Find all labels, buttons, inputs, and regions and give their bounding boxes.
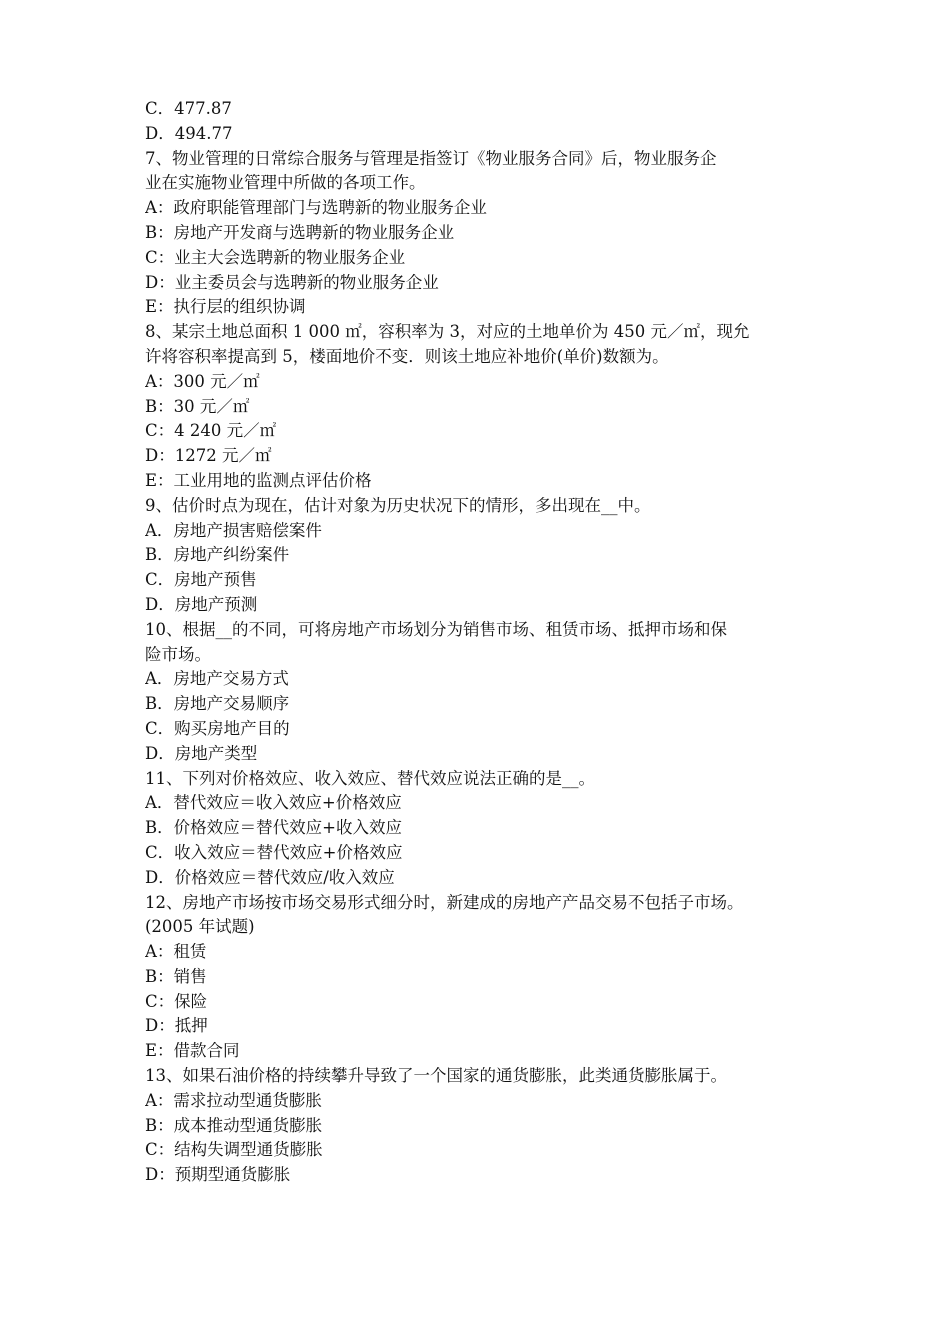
q10-option-a: A．房地产交易方式 [145, 669, 289, 689]
question-10-line-2: 险市场。 [145, 644, 211, 664]
q9-option-d: D．房地产预测 [145, 594, 258, 614]
q9-option-a: A．房地产损害赔偿案件 [145, 520, 322, 540]
q12-option-d: D：抵押 [145, 1016, 208, 1036]
q7-option-b: B：房地产开发商与选聘新的物业服务企业 [145, 222, 455, 242]
q8-option-e: E：工业用地的监测点评估价格 [145, 470, 372, 490]
document-page [145, 97, 815, 1188]
q8-option-c: C：4 240 元／㎡ [145, 421, 277, 441]
question-12-line-1: 12、房地产市场按市场交易形式细分时，新建成的房地产产品交易不包括子市场。 [145, 892, 744, 912]
q13-option-b: B：成本推动型通货膨胀 [145, 1115, 323, 1135]
q7-option-a: A：政府职能管理部门与选聘新的物业服务企业 [145, 198, 487, 218]
question-12-line-2: (2005 年试题) [145, 917, 255, 937]
question-8-line-1: 8、某宗土地总面积 1 000 ㎡，容积率为 3，对应的土地单价为 450 元／㎡，现允 [145, 322, 750, 342]
question-9: 9、估价时点为现在，估计对象为历史状况下的情形，多出现在__中。 [145, 495, 651, 515]
q8-option-d: D：1272 元／㎡ [145, 446, 272, 466]
q9-option-c: C．房地产预售 [145, 570, 257, 590]
q11-option-d: D．价格效应＝替代效应/收入效应 [145, 867, 395, 887]
question-11: 11、下列对价格效应、收入效应、替代效应说法正确的是__。 [145, 768, 595, 788]
q13-option-d: D：预期型通货膨胀 [145, 1165, 291, 1185]
question-13: 13、如果石油价格的持续攀升导致了一个国家的通货膨胀，此类通货膨胀属于。 [145, 1066, 727, 1086]
q10-option-c: C．购买房地产目的 [145, 718, 290, 738]
question-7-line-1: 7、物业管理的日常综合服务与管理是指签订《物业服务合同》后，物业服务企 [145, 148, 717, 168]
q7-option-c: C：业主大会选聘新的物业服务企业 [145, 247, 406, 267]
q7-option-d: D：业主委员会与选聘新的物业服务企业 [145, 272, 439, 292]
q10-option-b: B．房地产交易顺序 [145, 694, 290, 714]
q13-option-c: C：结构失调型通货膨胀 [145, 1140, 323, 1160]
q12-option-c: C：保险 [145, 991, 208, 1011]
q11-option-c: C．收入效应＝替代效应+价格效应 [145, 842, 403, 862]
question-7-line-2: 业在实施物业管理中所做的各项工作。 [145, 173, 426, 193]
q10-option-d: D．房地产类型 [145, 743, 258, 763]
option-d: D．494.77 [145, 123, 233, 143]
question-8-line-2: 许将容积率提高到 5，楼面地价不变．则该土地应补地价(单价)数额为。 [145, 346, 669, 366]
q8-option-b: B：30 元／㎡ [145, 396, 250, 416]
q12-option-a: A：租赁 [145, 942, 207, 962]
q7-option-e: E：执行层的组织协调 [145, 297, 306, 317]
q12-option-b: B：销售 [145, 966, 207, 986]
option-c: C．477.87 [145, 99, 232, 118]
q12-option-e: E：借款合同 [145, 1041, 240, 1061]
q8-option-a: A：300 元／㎡ [145, 371, 260, 391]
q11-option-a: A．替代效应＝收入效应+价格效应 [145, 793, 402, 813]
question-10-line-1: 10、根据__的不同，可将房地产市场划分为销售市场、租赁市场、抵押市场和保 [145, 619, 727, 639]
q13-option-a: A：需求拉动型通货膨胀 [145, 1090, 322, 1110]
q11-option-b: B．价格效应＝替代效应+收入效应 [145, 818, 402, 838]
q9-option-b: B．房地产纠纷案件 [145, 545, 290, 565]
